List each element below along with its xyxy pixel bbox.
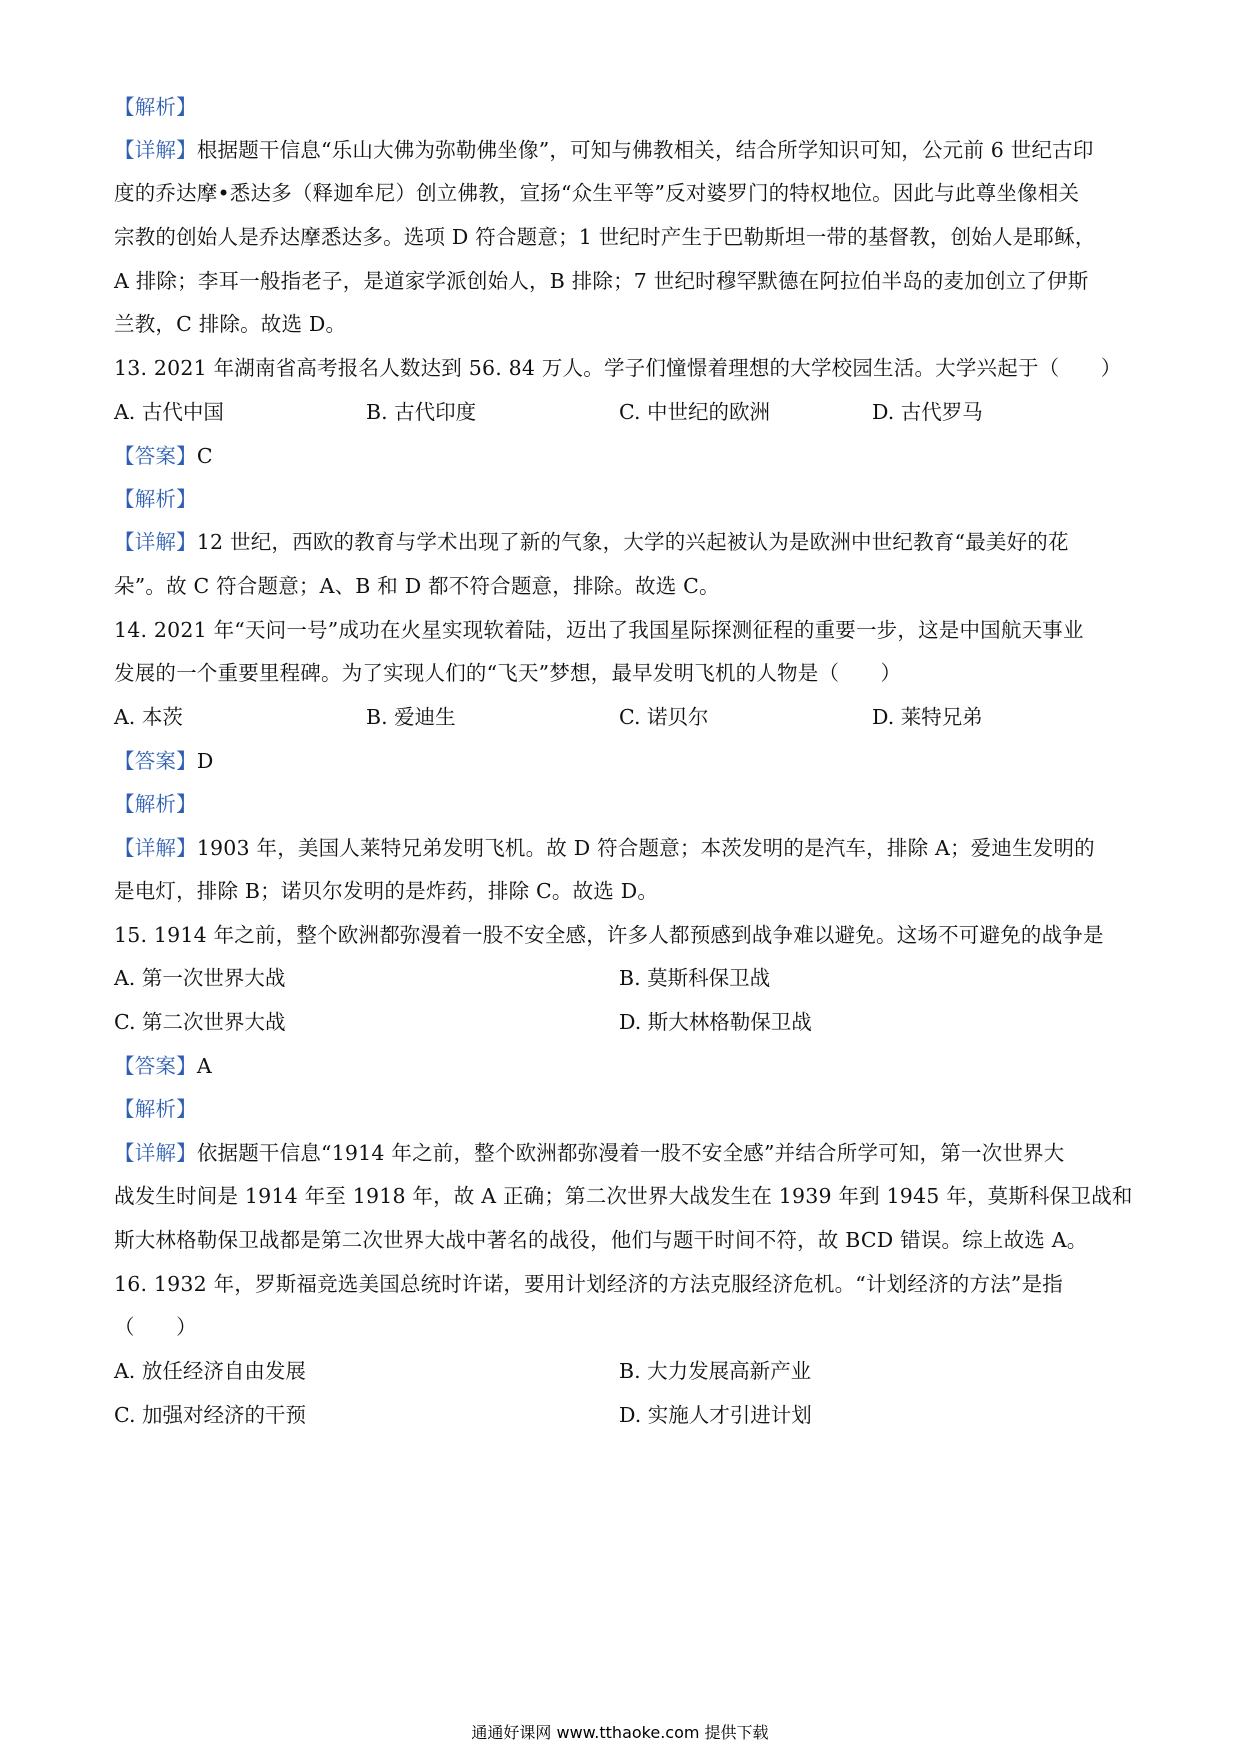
q14-answer: 【答案】D (114, 749, 214, 773)
q15-detail-line: 【详解】依据题干信息“1914 年之前，整个欧洲都弥漫着一股不安全感”并结合所学可知，第一次世界大 (114, 1141, 1065, 1165)
detail-line: 兰教，C 排除。故选 D。 (114, 312, 347, 336)
q16-option-c: C. 加强对经济的干预 (114, 1403, 306, 1427)
page-footer: 通通好课网 www.tthaoke.com 提供下载 (471, 1723, 769, 1742)
q14-detail-line: 是电灯，排除 B；诺贝尔发明的是炸药，排除 C。故选 D。 (114, 879, 659, 903)
q15-option-c: C. 第二次世界大战 (114, 1010, 286, 1034)
q15-detail-line: 斯大林格勒保卫战都是第二次世界大战中著名的战役，他们与题干时间不符，故 BCD 错误。综上故选 A。 (114, 1228, 1088, 1252)
detail-line: A 排除；李耳一般指老子，是道家学派创始人，B 排除；7 世纪时穆罕默德在阿拉伯半岛的麦加创立了伊斯 (114, 269, 1089, 293)
q16-option-a: A. 放任经济自由发展 (114, 1359, 306, 1383)
question-14-stem: 发展的一个重要里程碑。为了实现人们的“飞天”梦想，最早发明飞机的人物是（ ） (114, 661, 902, 685)
q13-option-a: A. 古代中国 (114, 400, 224, 424)
detail-line: 度的乔达摩•悉达多（释迦牟尼）创立佛教，宣扬“众生平等”反对婆罗门的特权地位。因此与此尊坐像相关 (114, 181, 1080, 205)
q13-option-b: B. 古代印度 (366, 400, 477, 424)
detail-line: 宗教的创始人是乔达摩悉达多。选项 D 符合题意；1 世纪时产生于巴勒斯坦一带的基督教，创始人是耶稣， (114, 225, 1096, 249)
q15-option-b: B. 莫斯科保卫战 (619, 966, 771, 990)
question-16-stem: （ ） (114, 1315, 197, 1339)
q15-option-d: D. 斯大林格勒保卫战 (619, 1010, 812, 1034)
q14-jiexi-label: 【解析】 (114, 792, 197, 816)
question-14-stem: 14. 2021 年“天问一号”成功在火星实现软着陆，迈出了我国星际探测征程的重要一步，这是中国航天事业 (114, 618, 1084, 642)
q15-answer: 【答案】A (114, 1054, 212, 1078)
q14-option-d: D. 莱特兄弟 (872, 705, 983, 729)
q14-option-a: A. 本茨 (114, 705, 183, 729)
q13-option-c: C. 中世纪的欧洲 (619, 400, 770, 424)
question-13-stem: 13. 2021 年湖南省高考报名人数达到 56. 84 万人。学子们憧憬着理想的大学校园生活。大学兴起于（ ） (114, 356, 1122, 380)
detail-line: 【详解】根据题干信息“乐山大佛为弥勒佛坐像”，可知与佛教相关，结合所学知识可知，公元前 6 世纪古印 (114, 138, 1094, 162)
q16-option-d: D. 实施人才引进计划 (619, 1403, 812, 1427)
question-15-stem: 15. 1914 年之前，整个欧洲都弥漫着一股不安全感，许多人都预感到战争难以避免。这场不可避免的战争是 (114, 923, 1104, 947)
q14-detail-line: 【详解】1903 年，美国人莱特兄弟发明飞机。故 D 符合题意；本茨发明的是汽车，排除 A；爱迪生发明的 (114, 836, 1095, 860)
jiexi-label: 【解析】 (114, 95, 197, 119)
q13-option-d: D. 古代罗马 (872, 400, 983, 424)
q15-option-a: A. 第一次世界大战 (114, 966, 286, 990)
q13-detail-line: 朵”。故 C 符合题意；A、B 和 D 都不符合题意，排除。故选 C。 (114, 574, 720, 598)
q15-jiexi-label: 【解析】 (114, 1097, 197, 1121)
q13-answer: 【答案】C (114, 444, 213, 468)
q14-option-c: C. 诺贝尔 (619, 705, 709, 729)
q16-option-b: B. 大力发展高新产业 (619, 1359, 812, 1383)
question-16-stem: 16. 1932 年，罗斯福竞选美国总统时许诺，要用计划经济的方法克服经济危机。“计划经济的方法”是指 (114, 1272, 1063, 1296)
q13-detail-line: 【详解】12 世纪，西欧的教育与学术出现了新的气象，大学的兴起被认为是欧洲中世纪教育“最美好的花 (114, 530, 1069, 554)
q13-jiexi-label: 【解析】 (114, 487, 197, 511)
q14-option-b: B. 爱迪生 (366, 705, 456, 729)
q15-detail-line: 战发生时间是 1914 年至 1918 年，故 A 正确；第二次世界大战发生在 1939 年到 1945 年，莫斯科保卫战和 (114, 1184, 1133, 1208)
